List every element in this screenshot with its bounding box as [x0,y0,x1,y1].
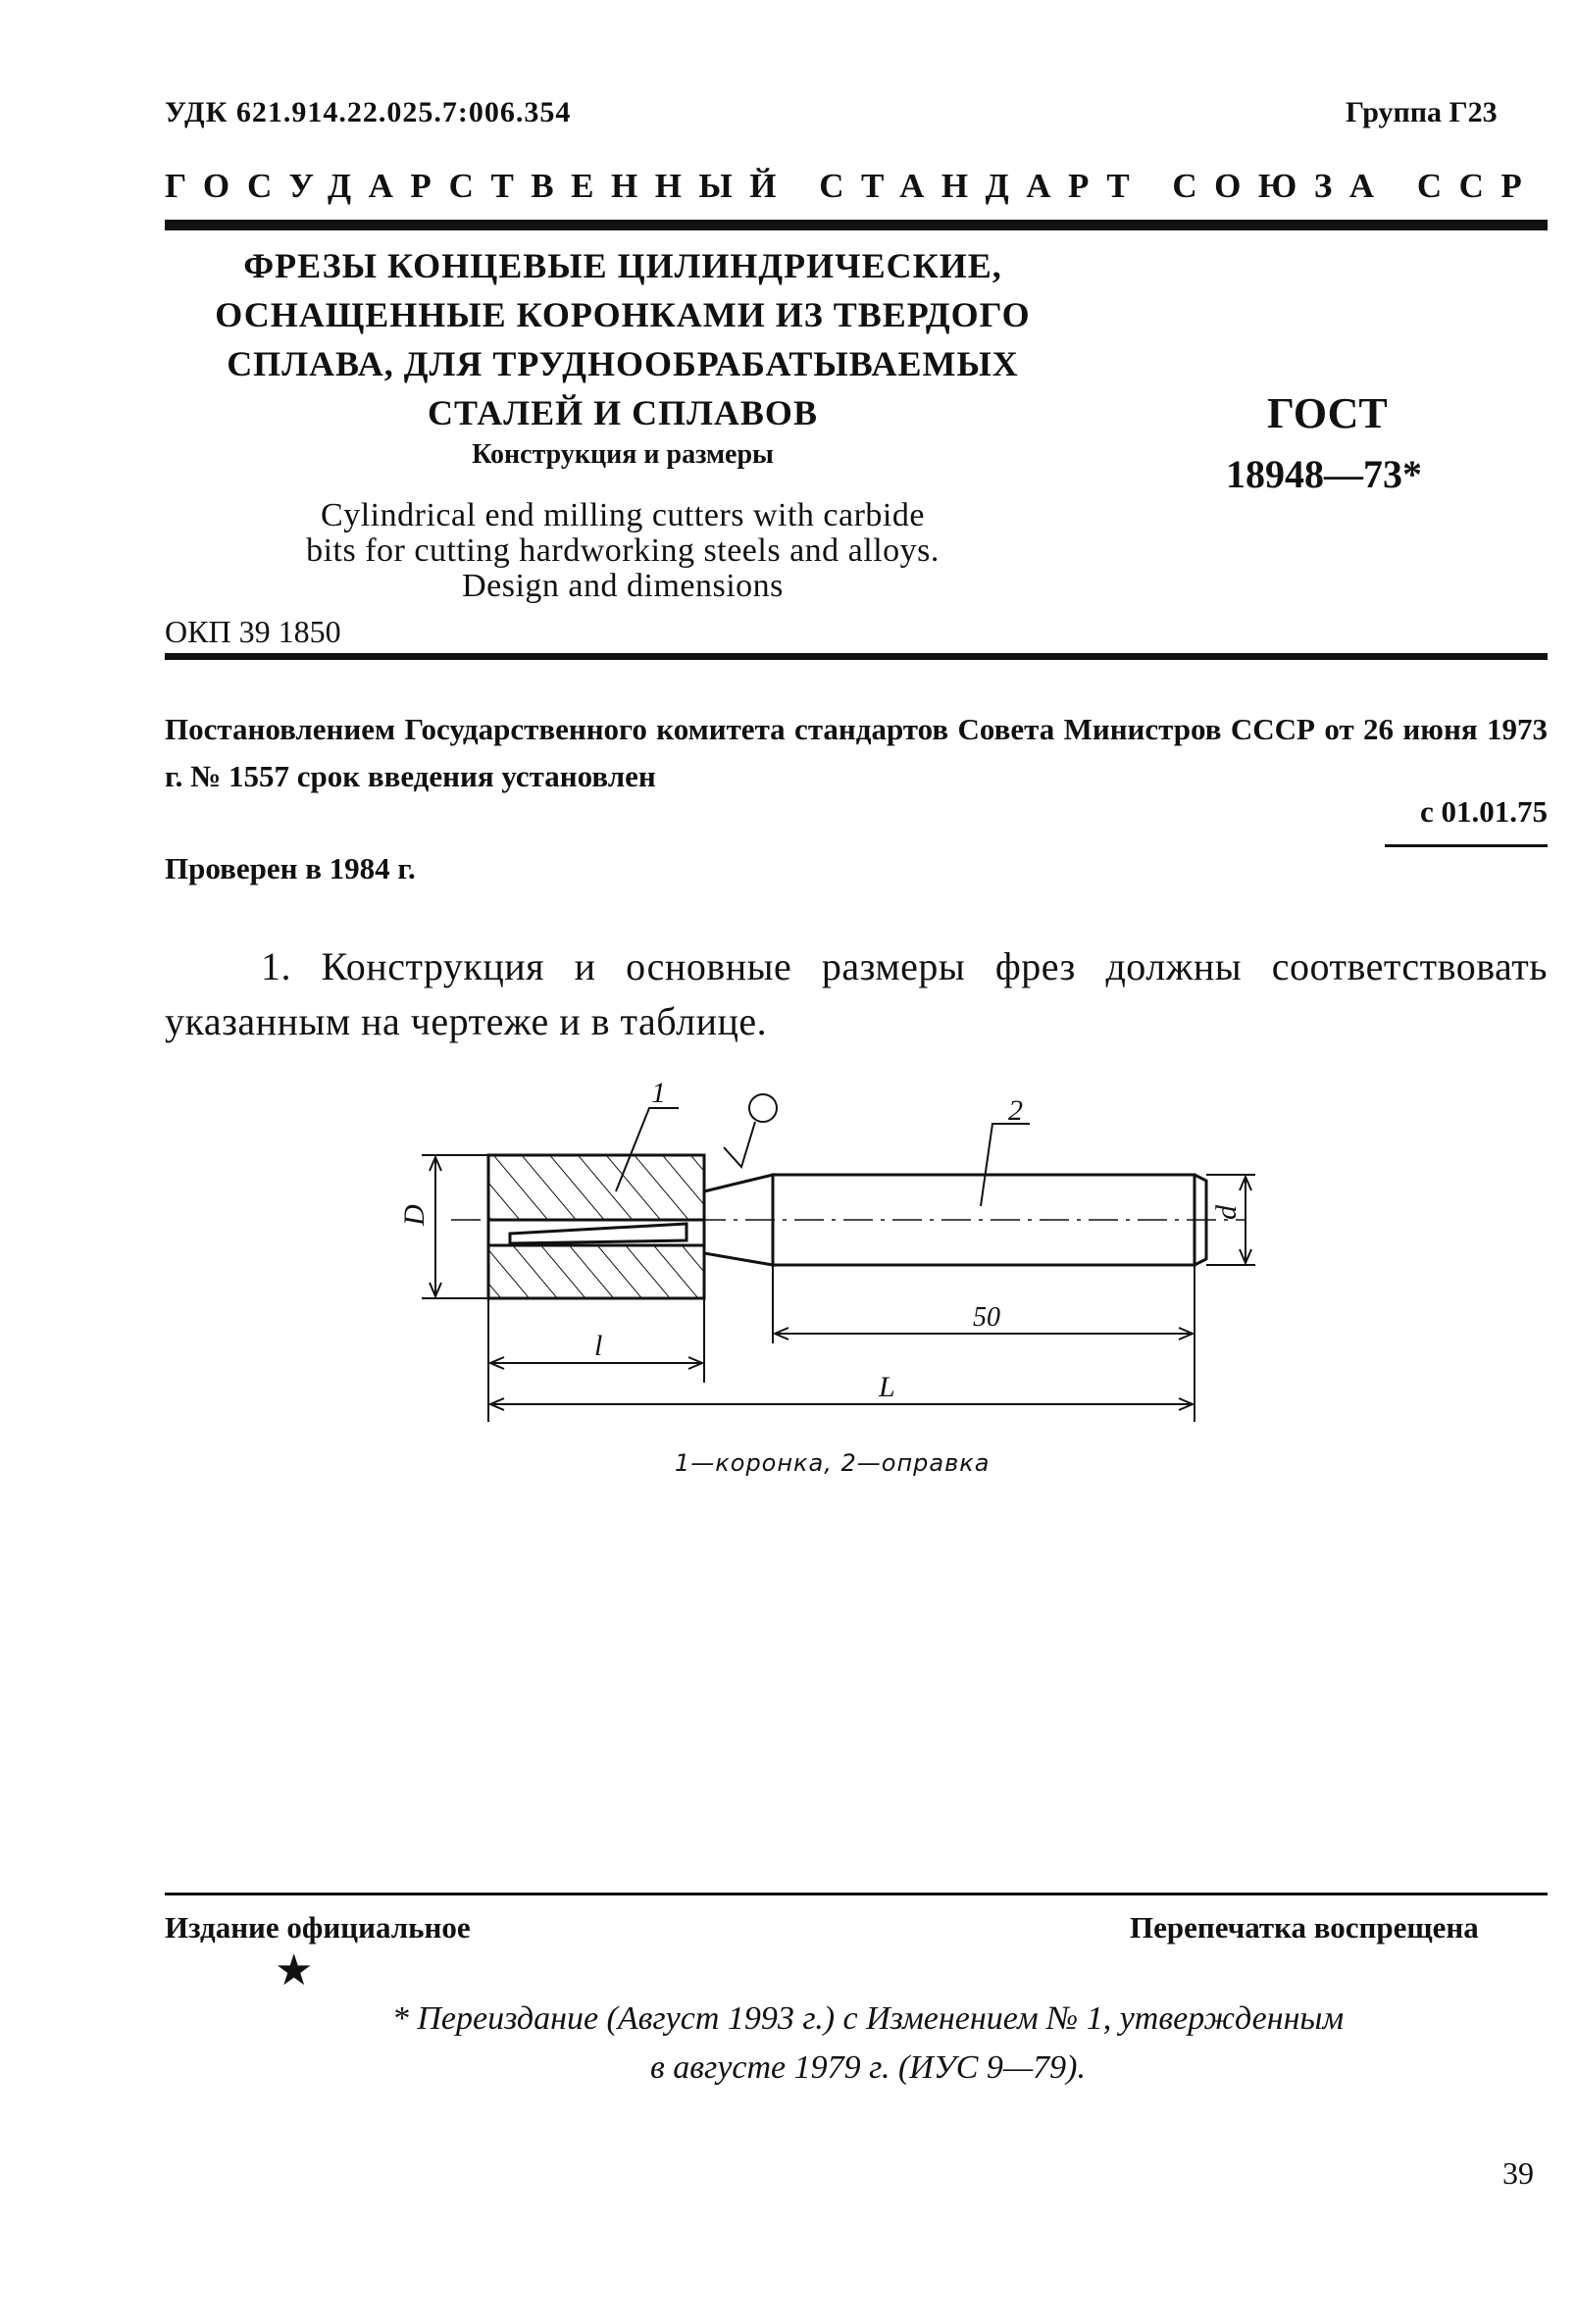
gost-label: ГОСТ [1267,389,1388,437]
label-d: d [1210,1205,1243,1220]
reissue-note [275,1995,1461,2093]
label-l: l [594,1330,603,1362]
cutter-outline [488,1155,1206,1298]
header-rule [165,220,1548,230]
official-edition: Издание официальное [165,1910,471,1945]
roughness-circle [749,1094,777,1122]
english-title-line: Cylindrical end milling cutters with carbide [321,497,925,533]
reprint-prohibited: Перепечатка воспрещена [1130,1910,1479,1945]
clause-1: 1. Конструкция и основные размеры фрез должны соответствовать указанным на чертеже и в таблице. [165,944,1548,1043]
bit-upper-section [488,1155,704,1220]
label-D: D [398,1204,431,1226]
title-rule [165,653,1548,660]
label-item-1: 1 [651,1077,666,1109]
title-line: СПЛАВА, ДЛЯ ТРУДНООБРАБАТЫВАЕМЫХ [227,344,1019,383]
document-title [196,241,1049,437]
udk-code: УДК 621.914.22.025.7:006.354 [165,96,572,128]
english-title [196,498,1049,604]
roughness-mark [724,1122,755,1167]
state-standard-heading: ГОСУДАРСТВЕННЫЙ СТАНДАРТ СОЮЗА ССР [165,167,1540,205]
title-line: ФРЕЗЫ КОНЦЕВЫЕ ЦИЛИНДРИЧЕСКИЕ, [243,246,1002,285]
bit-lower-section [488,1245,704,1298]
decree-text: Постановлением Государственного комитета стандартов Совета Министров СССР от 26 июня 1973 г. № 1557 срок введения установлен [165,712,1548,793]
checked-note: Проверен в 1984 г. [165,851,416,885]
label-item-2: 2 [1008,1094,1023,1127]
okp-code: ОКП 39 1850 [165,614,341,649]
cutter-drawing [392,1069,1275,1441]
english-title-line: bits for cutting hardworking steels and alloys. [306,532,940,569]
figure-caption: 1—коронка, 2—оправка [675,1449,991,1477]
reissue-line: в августе 1979 г. (ИУС 9—79). [650,2049,1086,2086]
english-title-line: Design and dimensions [462,568,784,604]
label-50: 50 [973,1302,1000,1333]
title-line: ОСНАЩЕННЫЕ КОРОНКАМИ ИЗ ТВЕРДОГО [215,295,1031,334]
flute-groove [510,1224,686,1243]
reissue-line: * Переиздание (Август 1993 г.) с Изменением № 1, утвержденным [391,2000,1345,2037]
effective-date: с 01.01.75 [1419,794,1548,829]
leader-line-2 [981,1124,1030,1206]
group-code: Группа Г23 [1346,96,1498,128]
page-number: 39 [1502,2155,1534,2191]
footer-rule [165,1893,1548,1895]
label-L: L [879,1371,895,1403]
star-icon: ★ [275,1946,314,1995]
title-line: СТАЛЕЙ И СПЛАВОВ [428,393,818,432]
gost-number: 18948—73* [1226,452,1422,496]
document-subtitle: Конструкция и размеры [472,439,774,470]
date-underline [1385,844,1548,847]
